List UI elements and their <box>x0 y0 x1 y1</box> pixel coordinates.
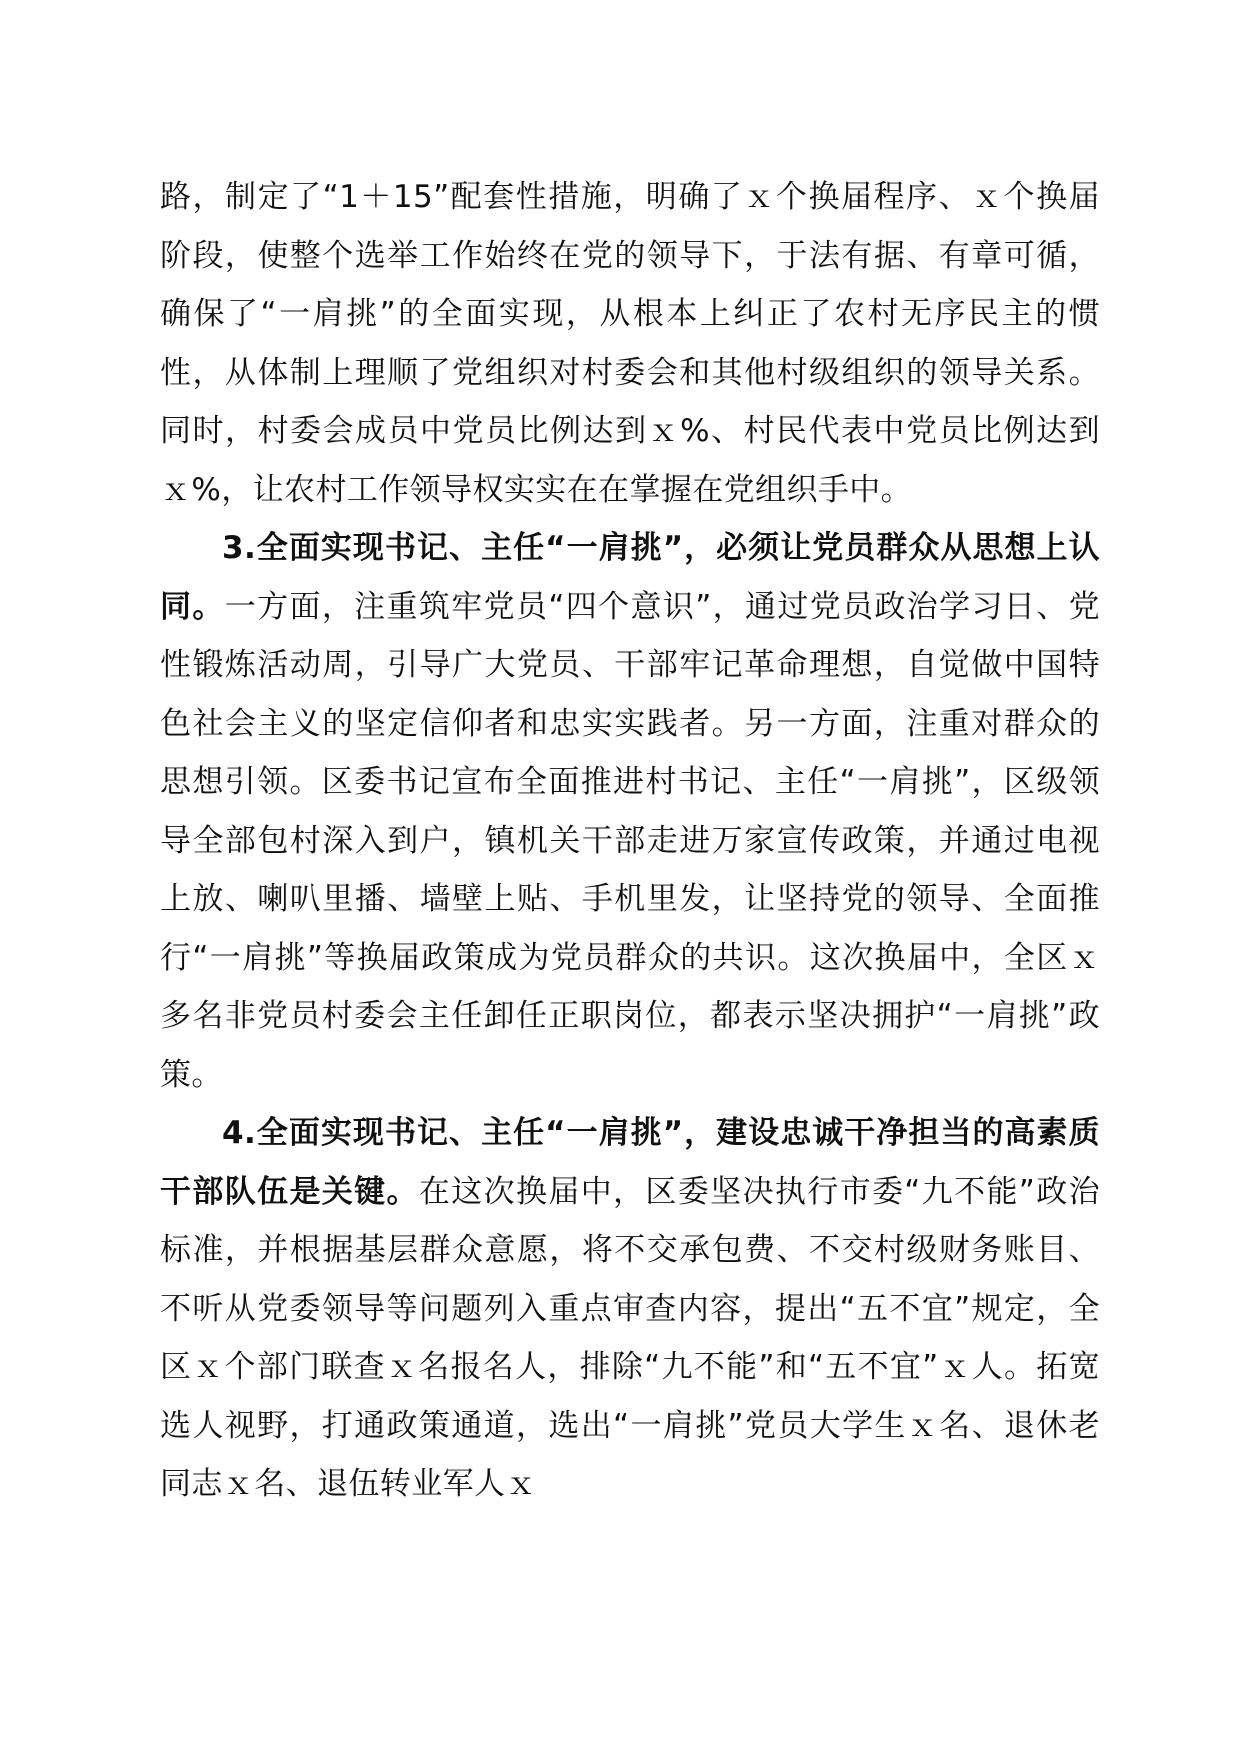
paragraph-point-4 <box>160 1104 1100 1514</box>
paragraph-continuation <box>160 168 1100 519</box>
paragraph-text: 在这次换届中，区委坚决执行市委“九不能”政治标准，并根据基层群众意愿，将不交承包费、不交村级财务账目、不听从党委领导等问题列入重点审查内容，提出“五不宜”规定，全区ｘ个部门联查ｘ名报名人，排除“九不能”和“五不宜”ｘ人。拓宽选人视野，打通政策通道，选出“一肩挑”党员大学生ｘ名、退休老同志ｘ名、退伍转业军人ｘ <box>160 1173 1100 1502</box>
paragraph-text: 一方面，注重筑牢党员“四个意识”，通过党员政治学习日、党性锻炼活动周，引导广大党员、干部牢记革命理想，自觉做中国特色社会主义的坚定信仰者和忠实实践者。另一方面，注重对群众的思想引领。区委书记宣布全面推进村书记、主任“一肩挑”，区级领导全部包村深入到户，镇机关干部走进万家宣传政策，并通过电视上放、喇叭里播、墙壁上贴、手机里发，让坚持党的领导、全面推行“一肩挑”等换届政策成为党员群众的共识。这次换届中，全区ｘ多名非党员村委会主任卸任正职岗位，都表示坚决拥护“一肩挑”政策。 <box>160 588 1100 1093</box>
document-body <box>160 168 1100 1514</box>
paragraph-text: 路，制定了“1＋15”配套性措施，明确了ｘ个换届程序、ｘ个换届阶段，使整个选举工作始终在党的领导下，于法有据、有章可循，确保了“一肩挑”的全面实现，从根本上纠正了农村无序民主的惯性，从体制上理顺了党组织对村委会和其他村级组织的领导关系。同时，村委会成员中党员比例达到ｘ%、村民代表中党员比例达到ｘ%，让农村工作领导权实实在在掌握在党组织手中。 <box>160 179 1100 508</box>
paragraph-lead-heading: 3.全面实现书记、主任“一肩挑”，必须让党员群众从思想上认同。 <box>160 530 1100 625</box>
paragraph-point-3 <box>160 519 1100 1104</box>
paragraph-lead-heading: 4.全面实现书记、主任“一肩挑”，建设忠诚干净担当的高素质干部队伍是关键。 <box>160 1115 1100 1210</box>
